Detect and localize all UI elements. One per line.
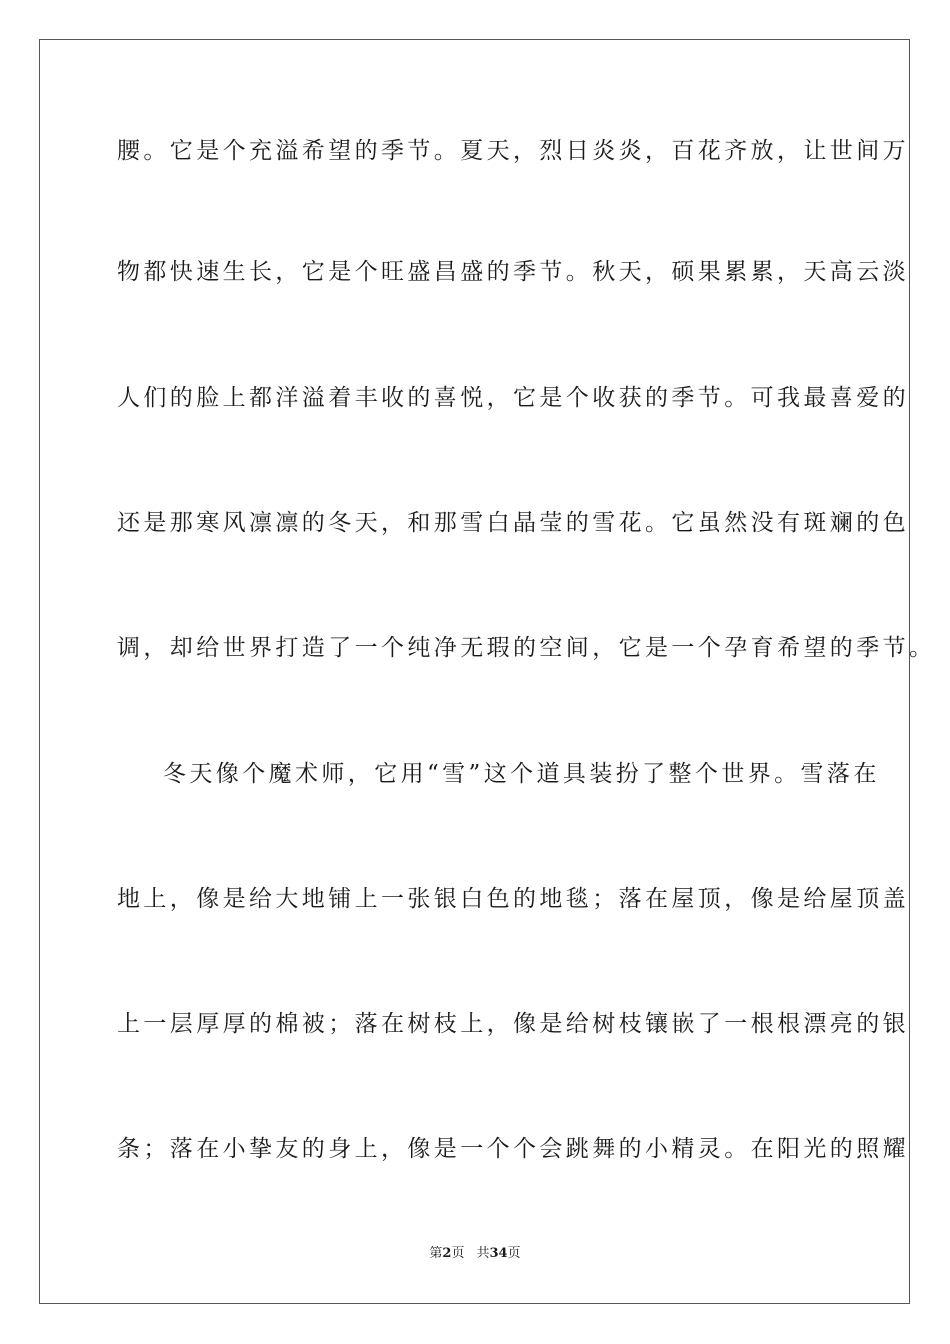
text-line: 还是那寒风凛凛的冬天，和那雪白晶莹的雪花。它虽然没有斑斓的色 — [117, 510, 909, 536]
page-footer — [0, 1246, 950, 1262]
page-number: 2 — [442, 1246, 452, 1261]
page-prefix: 第 — [429, 1246, 443, 1261]
text-line: 条；落在小挚友的身上，像是一个个会跳舞的小精灵。在阳光的照耀 — [117, 1136, 909, 1162]
text-line: 调，却给世界打造了一个纯净无瑕的空间，它是一个孕育希望的季节。 — [117, 635, 936, 661]
total-suffix: 页 — [507, 1246, 521, 1261]
text-line: 腰。它是个充溢希望的季节。夏天，烈日炎炎，百花齐放，让世间万 — [117, 138, 909, 164]
text-line: 地上，像是给大地铺上一张银白色的地毯；落在屋顶，像是给屋顶盖 — [117, 886, 909, 912]
page-suffix: 页 — [451, 1246, 465, 1261]
paragraph-start-line: 冬天像个魔术师，它用“雪”这个道具装扮了整个世界。雪落在 — [163, 761, 880, 787]
text-line: 物都快速生长，它是个旺盛昌盛的季节。秋天，硕果累累，天高云淡 — [117, 259, 909, 285]
text-line: 人们的脸上都洋溢着丰收的喜悦，它是个收获的季节。可我最喜爱的 — [117, 385, 909, 411]
page-border — [39, 39, 936, 1304]
total-pages: 34 — [489, 1246, 508, 1261]
total-prefix: 共 — [476, 1246, 490, 1261]
text-line: 上一层厚厚的棉被；落在树枝上，像是给树枝镶嵌了一根根漂亮的银 — [117, 1011, 909, 1037]
